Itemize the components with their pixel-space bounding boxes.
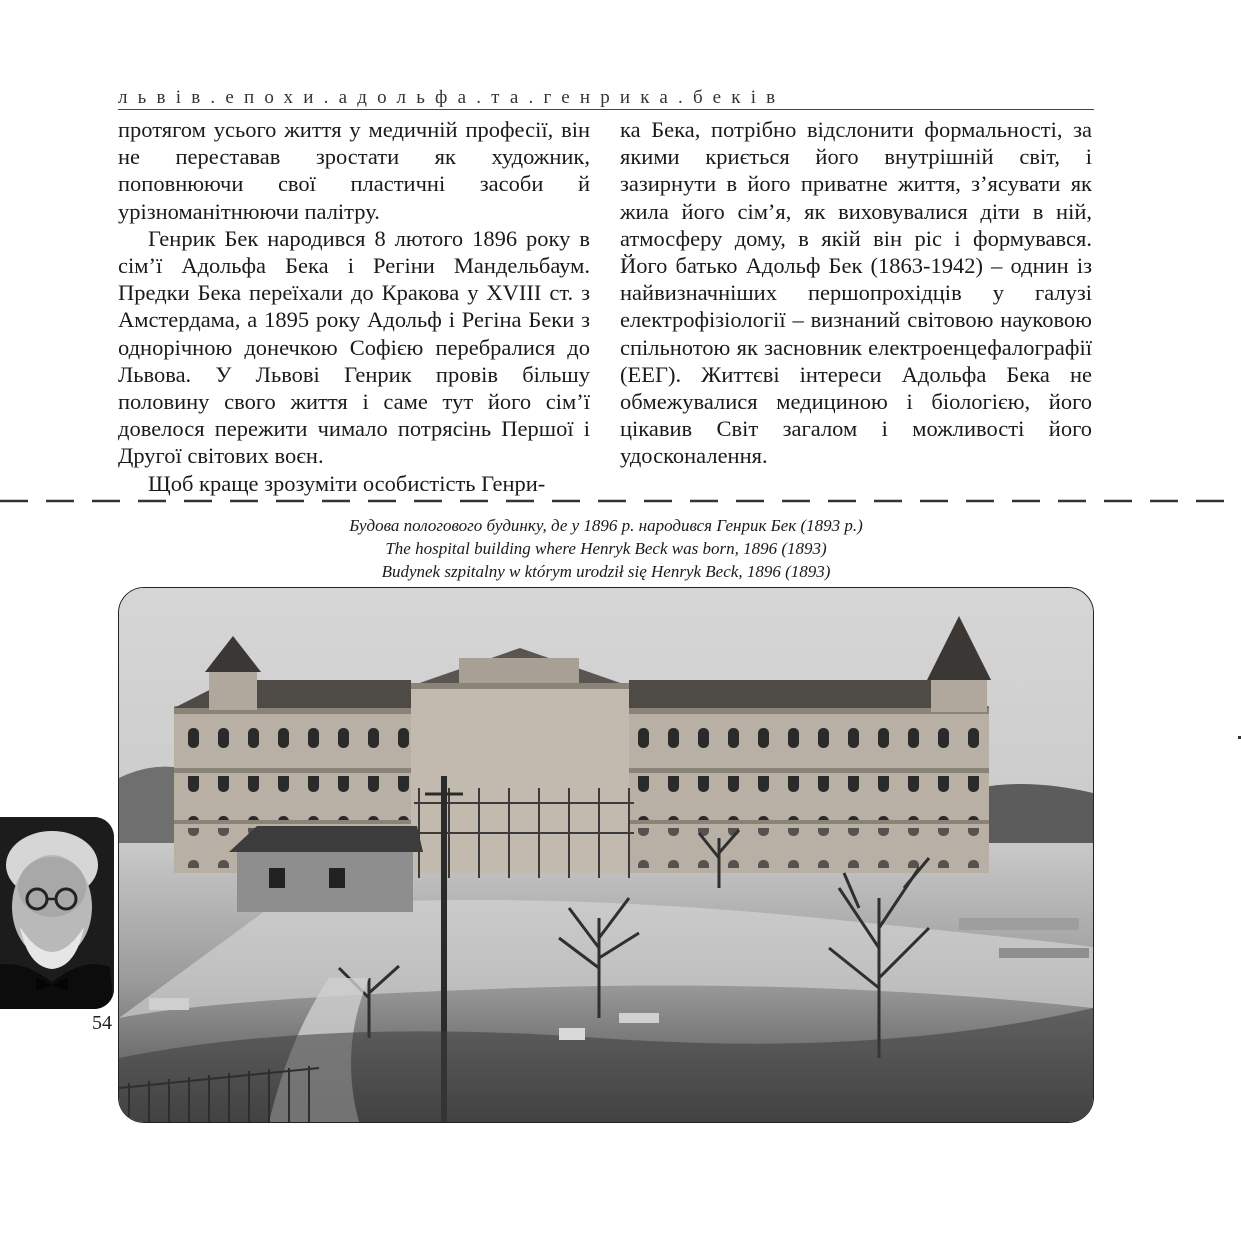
caption-ukrainian: Будова пологового будинку, де у 1896 р. народився Генрик Бек (1893 р.): [349, 516, 863, 535]
right-column: [620, 116, 1092, 470]
page-number: 54: [92, 1012, 112, 1034]
dashed-separator: [0, 499, 1241, 503]
paragraph-3-start: Щоб краще зрозуміти особистість Генри-: [148, 470, 546, 496]
paragraph-3-continued: ка Бека, потрібно відслонити формальності, за якими криється його внутрішній світ, і зазирнути в його приватне життя, з’ясувати як жила його сім’я, як виховувалися діти в ній, атмосферу дому, в якій він ріс і формувався. Його батько Адольф Бек (1863-1942) – однин із найвизначніших першопрохідців у галузі електрофізіології – визнаний світовою науковою спільнотою як засновник електроенцефалографії (ЕЕГ). Життєві інтереси Адольфа Бека не обмежувалися медициною і біологією, його цікавив Світ загалом і можливості його удосконалення.: [620, 117, 1092, 469]
paragraph-2: Генрик Бек народився 8 лютого 1896 року в сім’ї Адольфа Бека і Регіни Мандельбаум. Предки Бека переїхали до Кракова у XVIII ст. з Амстердама, а 1895 року Адольф і Регіна Беки з однорічною донечкою Софією перебралися до Львова. У Львові Генрик провів більшу половину свого життя і саме тут його сім’ї довелося пережити чимало потрясінь Першої і Другої світових воєн.: [118, 225, 590, 469]
paragraph-1: протягом усього життя у медичній професії, він не переставав зростати як художник, поповнюючи свої пластичні засоби й урізноманітнюючи палітру.: [118, 117, 590, 224]
figure-captions: [118, 514, 1094, 583]
caption-polish: Budynek szpitalny w którym urodził się Henryk Beck, 1896 (1893): [381, 562, 831, 581]
caption-english: The hospital building where Henryk Beck was born, 1896 (1893): [385, 539, 827, 558]
running-header: львів.епохи.адольфа.та.генрика.беків: [118, 88, 786, 108]
left-column: [118, 116, 590, 497]
hospital-building-photo: [118, 587, 1094, 1123]
header-rule: [118, 109, 1094, 110]
hospital-photo-drawing: [119, 588, 1093, 1122]
adolf-beck-portrait: [0, 817, 114, 1009]
portrait-drawing: [0, 817, 114, 1009]
